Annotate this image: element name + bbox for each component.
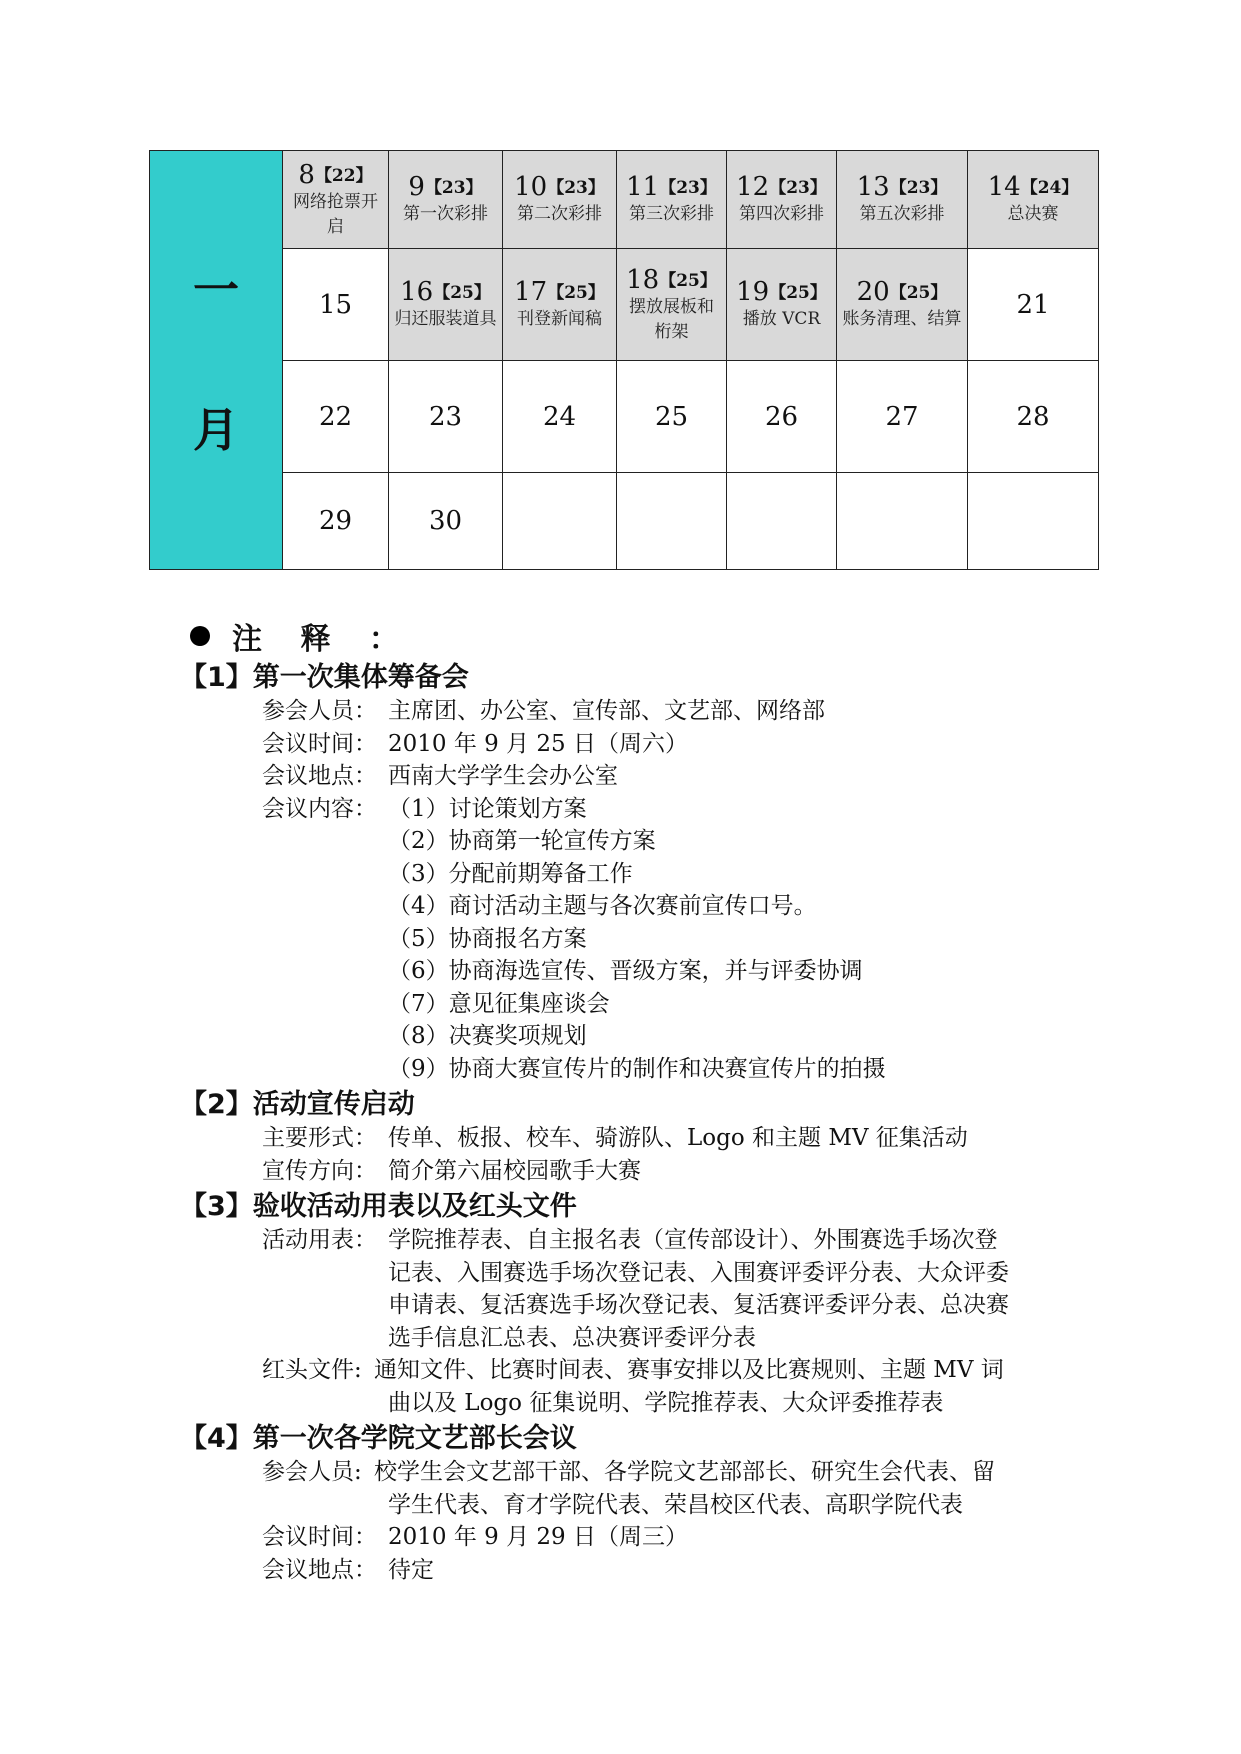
detail-label: 主要形式： (262, 1125, 377, 1151)
detail-label: 会议时间： (262, 730, 377, 757)
note-ref: 【25】 (769, 283, 827, 303)
day-event: 归还服装道具 (394, 309, 497, 329)
detail-label: 宣传方向： (262, 1157, 377, 1184)
day-cell (283, 361, 389, 473)
bullet-icon (190, 626, 210, 646)
day-cell (283, 473, 389, 570)
day-cell (283, 151, 389, 249)
detail-row (262, 728, 1070, 761)
note-ref: 【25】 (659, 270, 717, 291)
day-cell (617, 361, 727, 473)
detail-row (262, 760, 1070, 793)
day-cell (617, 249, 727, 361)
day-number: 17 (514, 277, 548, 307)
day-event: 摆放展板和桁架 (629, 296, 714, 342)
day-number: 15 (318, 289, 353, 320)
day-number: 24 (542, 401, 577, 432)
day-number: 11 (626, 172, 660, 202)
detail-row (262, 1155, 1070, 1188)
day-event: 账务清理、结算 (842, 309, 962, 329)
agenda-item: （9）协商大赛宣传片的制作和决赛宣传片的拍摄 (388, 1055, 886, 1082)
note-ref: 【22】 (314, 165, 373, 186)
empty-day-cell (727, 473, 837, 570)
agenda-item: （5）协商报名方案 (388, 925, 587, 952)
day-number: 21 (1016, 289, 1050, 320)
day-event: 第三次彩排 (629, 204, 714, 224)
detail-row (262, 1224, 1070, 1257)
month-char-1: 一 (193, 263, 239, 317)
detail-row (262, 1554, 1070, 1587)
day-number: 8 (298, 159, 315, 190)
detail-value: 传单、板报、校车、骑游队、Logo 和主题 MV 征集活动 (388, 1125, 968, 1151)
day-cell (727, 249, 837, 361)
day-event: 网络抢票开启 (293, 191, 378, 237)
day-cell (837, 151, 968, 249)
detail-label: 会议地点： (262, 763, 377, 789)
day-event: 第五次彩排 (859, 204, 945, 224)
detail-row (262, 1122, 1070, 1155)
month-cell (150, 151, 283, 570)
month-char-2: 月 (193, 403, 239, 457)
day-cell (503, 151, 617, 249)
day-number: 23 (428, 401, 463, 432)
day-number: 13 (856, 172, 890, 202)
notes-title-text: 注 释 ： (232, 622, 413, 657)
detail-row (262, 1521, 1070, 1554)
day-cell (968, 151, 1099, 249)
day-cell (837, 249, 968, 361)
day-cell (968, 361, 1099, 473)
detail-value: 2010 年 9 月 29 日（周三） (388, 1524, 688, 1550)
detail-value-cont: 选手信息汇总表、总决赛评委评分表 (388, 1324, 756, 1351)
detail-value: 通知文件、比赛时间表、赛事安排以及比赛规则、主题 MV 词 (374, 1357, 1004, 1383)
day-cell (389, 361, 503, 473)
note-ref: 【23】 (889, 178, 948, 198)
detail-value: 校学生会文艺部干部、各学院文艺部部长、研究生会代表、留 (374, 1459, 995, 1485)
day-number: 16 (400, 277, 434, 307)
day-cell (617, 151, 727, 249)
agenda-item: （1）讨论策划方案 (388, 795, 587, 822)
section-heading: 【3】验收活动用表以及红头文件 (180, 1191, 577, 1222)
section-heading: 【2】活动宣传启动 (180, 1089, 415, 1120)
detail-value: 学院推荐表、自主报名表（宣传部设计）、外围赛选手场次登 (388, 1227, 998, 1253)
day-number: 29 (318, 506, 353, 536)
day-event: 第二次彩排 (517, 204, 602, 224)
note-ref: 【23】 (547, 178, 605, 198)
day-number: 18 (626, 264, 660, 295)
day-event: 播放 VCR (742, 309, 821, 329)
note-ref: 【23】 (769, 178, 827, 198)
note-ref: 【23】 (424, 178, 483, 198)
section-heading: 【1】第一次集体筹备会 (180, 662, 469, 693)
note-ref: 【25】 (433, 283, 491, 303)
empty-day-cell (617, 473, 727, 570)
detail-row (262, 793, 1070, 826)
detail-label: 会议地点： (262, 1556, 377, 1583)
notes-title (190, 614, 1070, 658)
day-cell (389, 249, 503, 361)
day-cell (968, 249, 1099, 361)
agenda-item: （4）商讨活动主题与各次赛前宣传口号。 (388, 893, 817, 919)
detail-value-cont: 学生代表、育才学院代表、荣昌校区代表、高职学院代表 (388, 1491, 963, 1518)
day-number: 26 (764, 401, 799, 432)
day-cell (503, 249, 617, 361)
day-cell (503, 361, 617, 473)
day-number: 9 (408, 172, 425, 202)
detail-value-cont: 申请表、复活赛选手场次登记表、复活赛评委评分表、总决赛 (388, 1292, 1009, 1318)
detail-value: 主席团、办公室、宣传部、文艺部、网络部 (388, 698, 825, 724)
day-cell (727, 361, 837, 473)
empty-day-cell (837, 473, 968, 570)
detail-row (262, 1354, 1070, 1387)
day-event: 第一次彩排 (403, 204, 488, 224)
notes-section (180, 614, 1070, 1586)
day-number: 14 (987, 172, 1021, 202)
day-cell (283, 249, 389, 361)
detail-label: 会议时间： (262, 1524, 377, 1550)
detail-row (262, 1456, 1070, 1489)
agenda-item: （6）协商海选宣传、晋级方案，并与评委协调 (388, 958, 863, 984)
section-heading: 【4】第一次各学院文艺部长会议 (180, 1423, 577, 1454)
detail-value-cont: 记表、入围赛选手场次登记表、入围赛评委评分表、大众评委 (388, 1259, 1009, 1286)
day-cell (389, 151, 503, 249)
agenda-item: （7）意见征集座谈会 (388, 990, 610, 1017)
day-number: 27 (885, 401, 919, 432)
detail-value-cont: 曲以及 Logo 征集说明、学院推荐表、大众评委推荐表 (388, 1389, 944, 1416)
detail-row (262, 695, 1070, 728)
detail-label: 参会人员: (262, 1459, 362, 1485)
note-ref: 【23】 (659, 178, 717, 198)
detail-value: 待定 (388, 1556, 434, 1583)
day-number: 12 (736, 172, 770, 202)
detail-label: 红头文件: (262, 1357, 362, 1383)
day-event: 刊登新闻稿 (517, 309, 602, 329)
agenda-item: （8）决赛奖项规划 (388, 1023, 587, 1049)
note-ref: 【25】 (889, 283, 948, 303)
day-number: 20 (856, 277, 890, 307)
day-cell (727, 151, 837, 249)
day-cell (389, 473, 503, 570)
empty-day-cell (968, 473, 1099, 570)
day-number: 22 (318, 401, 353, 432)
note-ref: 【24】 (1020, 178, 1079, 198)
agenda-item: （3）分配前期筹备工作 (388, 860, 633, 887)
day-number: 19 (736, 277, 770, 307)
note-ref: 【25】 (547, 283, 605, 303)
agenda-item: （2）协商第一轮宣传方案 (388, 828, 656, 854)
detail-value: 2010 年 9 月 25 日（周六） (388, 730, 688, 757)
detail-label: 活动用表： (262, 1227, 377, 1253)
day-event: 第四次彩排 (739, 204, 824, 224)
day-number: 30 (428, 506, 463, 536)
empty-day-cell (503, 473, 617, 570)
detail-value: 西南大学学生会办公室 (388, 763, 618, 789)
detail-label: 参会人员： (262, 698, 377, 724)
day-cell (837, 361, 968, 473)
day-event: 总决赛 (1007, 204, 1059, 224)
day-number: 10 (514, 172, 548, 202)
day-number: 25 (654, 401, 689, 432)
calendar-table (149, 150, 1099, 570)
detail-label: 会议内容： (262, 795, 377, 822)
detail-value: 简介第六届校园歌手大赛 (388, 1157, 641, 1184)
day-number: 28 (1016, 401, 1050, 432)
